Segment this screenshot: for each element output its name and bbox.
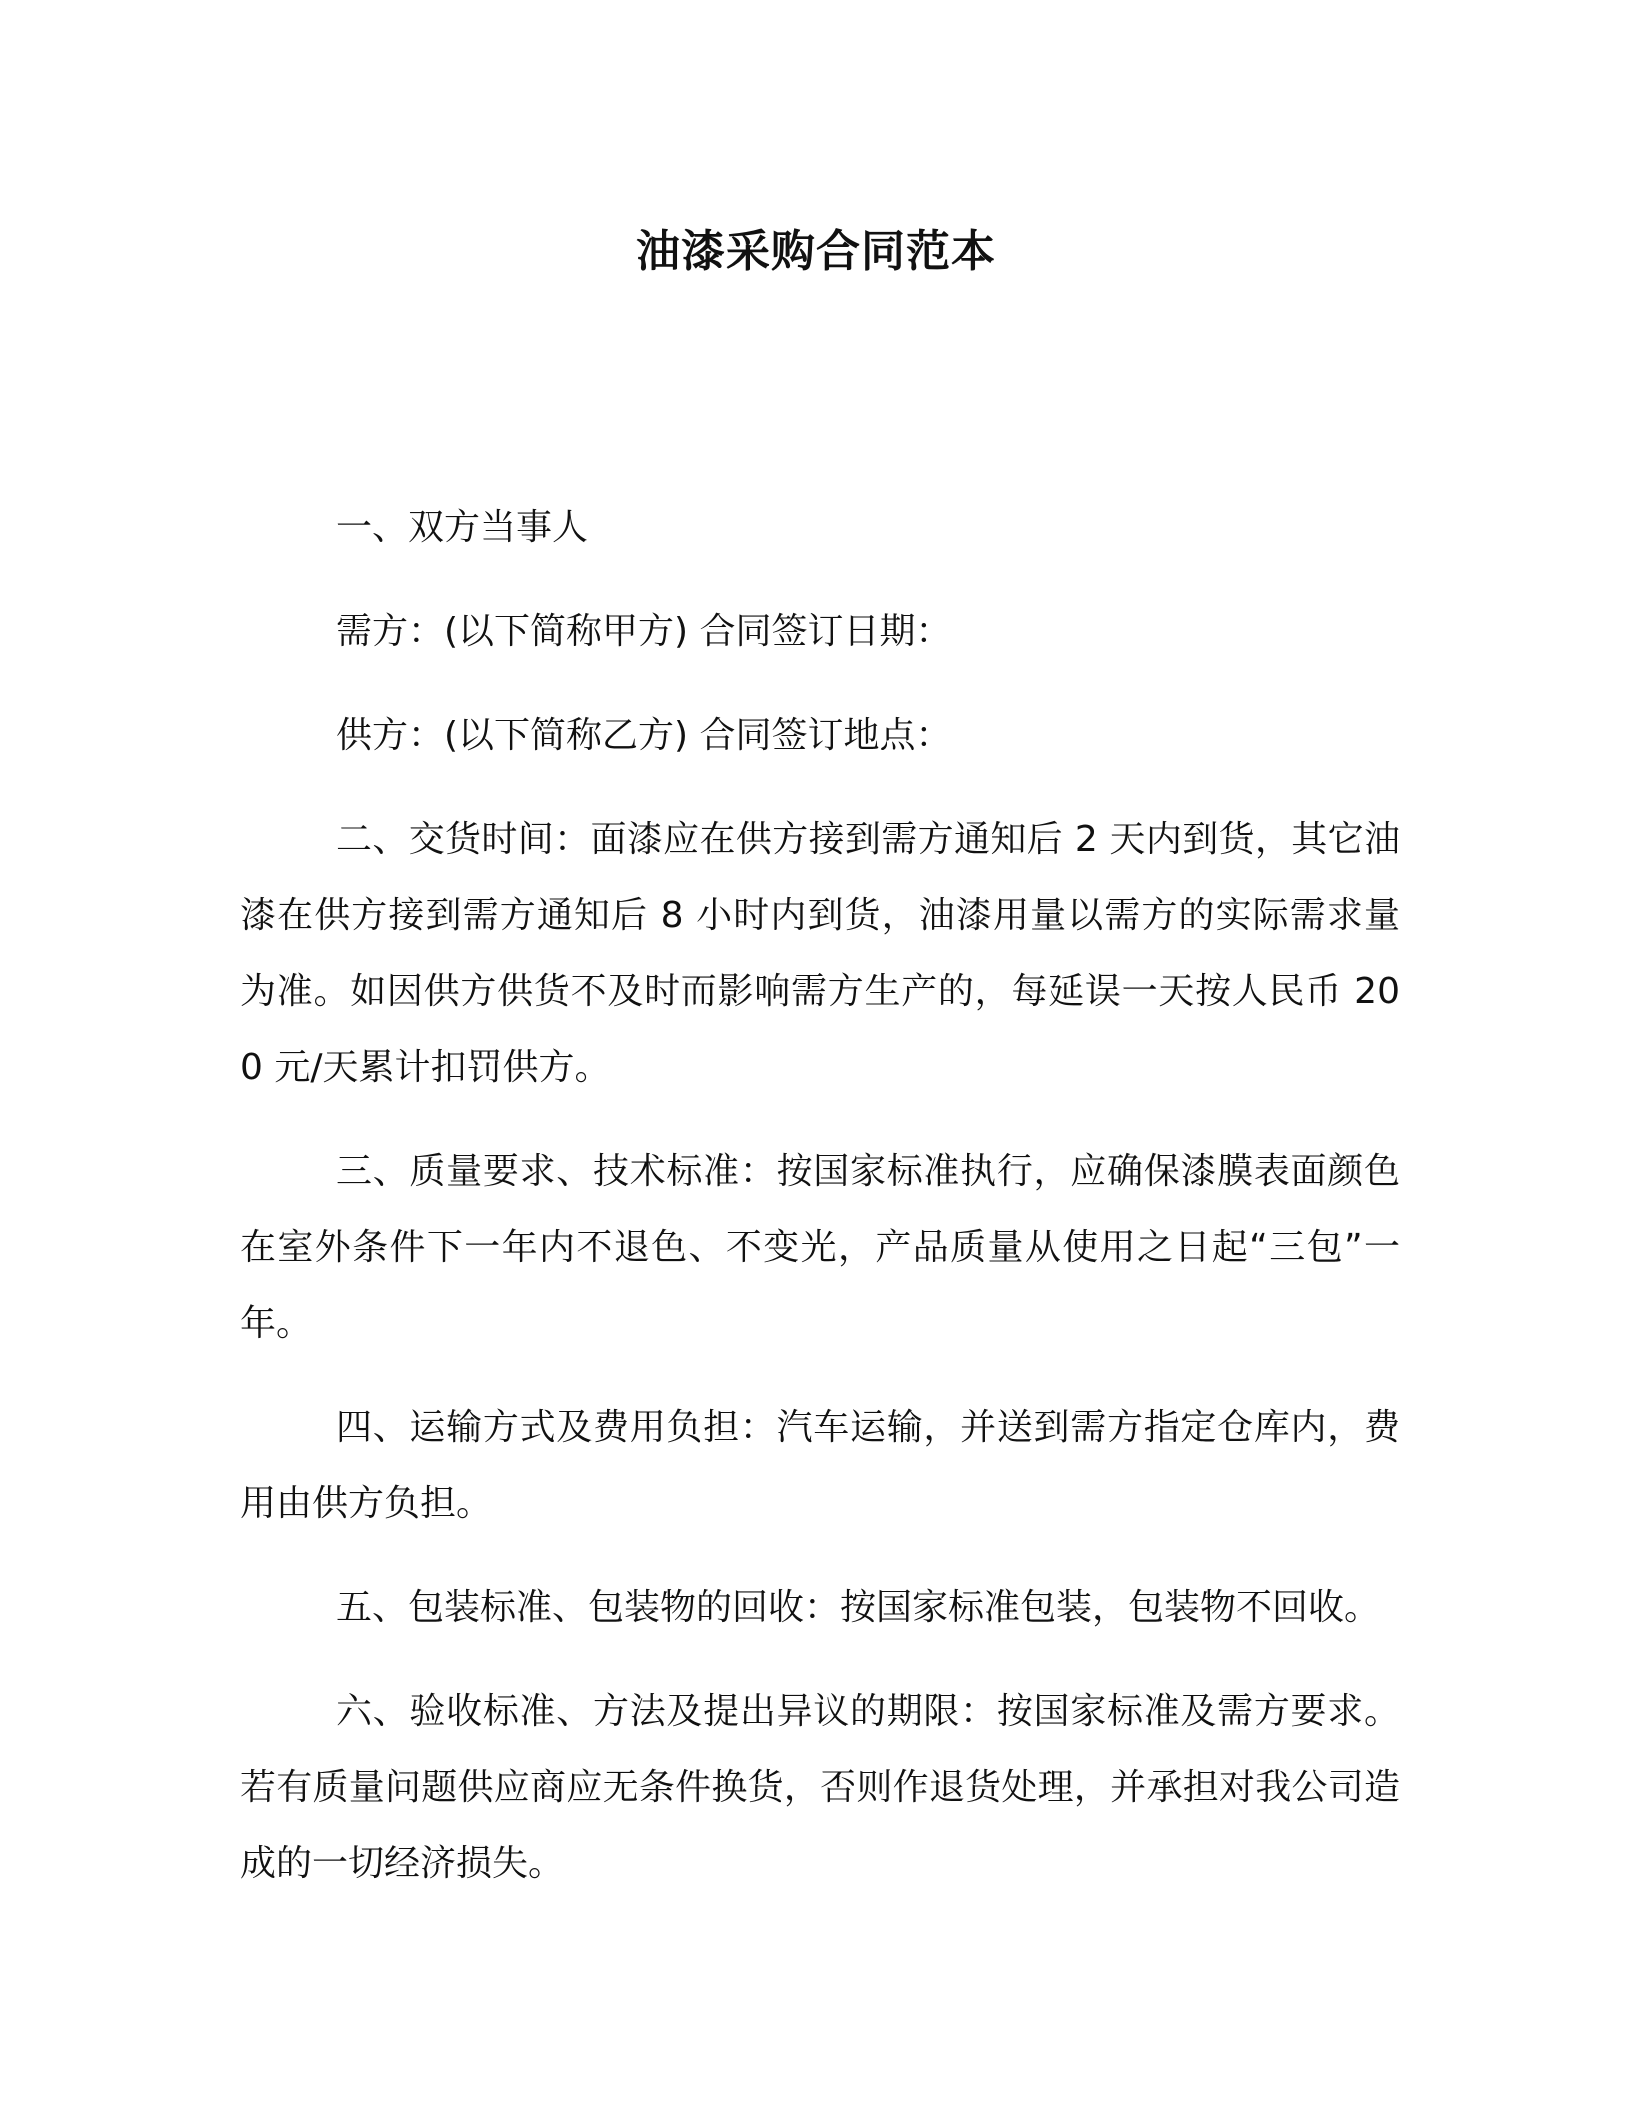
document-body (240, 490, 1400, 1930)
section-parties-heading: 一、双方当事人 (336, 507, 589, 548)
section-acceptance: 六、验收标准、方法及提出异议的期限：按国家标准及需方要求。若有质量问题供应商应无条件换货，否则作退货处理，并承担对我公司造成的一切经济损失。 (240, 1691, 1400, 1884)
section-packaging: 五、包装标准、包装物的回收：按国家标准包装，包装物不回收。 (336, 1587, 1381, 1628)
section-delivery-time: 二、交货时间：面漆应在供方接到需方通知后 2 天内到货，其它油漆在供方接到需方通知后 8 小时内到货，油漆用量以需方的实际需求量为准。如因供方供货不及时而影响需方生产的，每延误一天按人民币 200 元/天累计扣罚供方。 (240, 819, 1400, 1088)
document-title: 油漆采购合同范本 (636, 226, 996, 277)
section-quality-requirements: 三、质量要求、技术标准：按国家标准执行，应确保漆膜表面颜色在室外条件下一年内不退色、不变光，产品质量从使用之日起“三包”一年。 (240, 1151, 1400, 1344)
party-buyer-line: 需方：(以下简称甲方) 合同签订日期： (336, 611, 952, 652)
party-supplier-line: 供方：(以下简称乙方) 合同签订地点： (336, 715, 952, 756)
section-transport: 四、运输方式及费用负担：汽车运输，并送到需方指定仓库内，费用由供方负担。 (240, 1407, 1400, 1524)
